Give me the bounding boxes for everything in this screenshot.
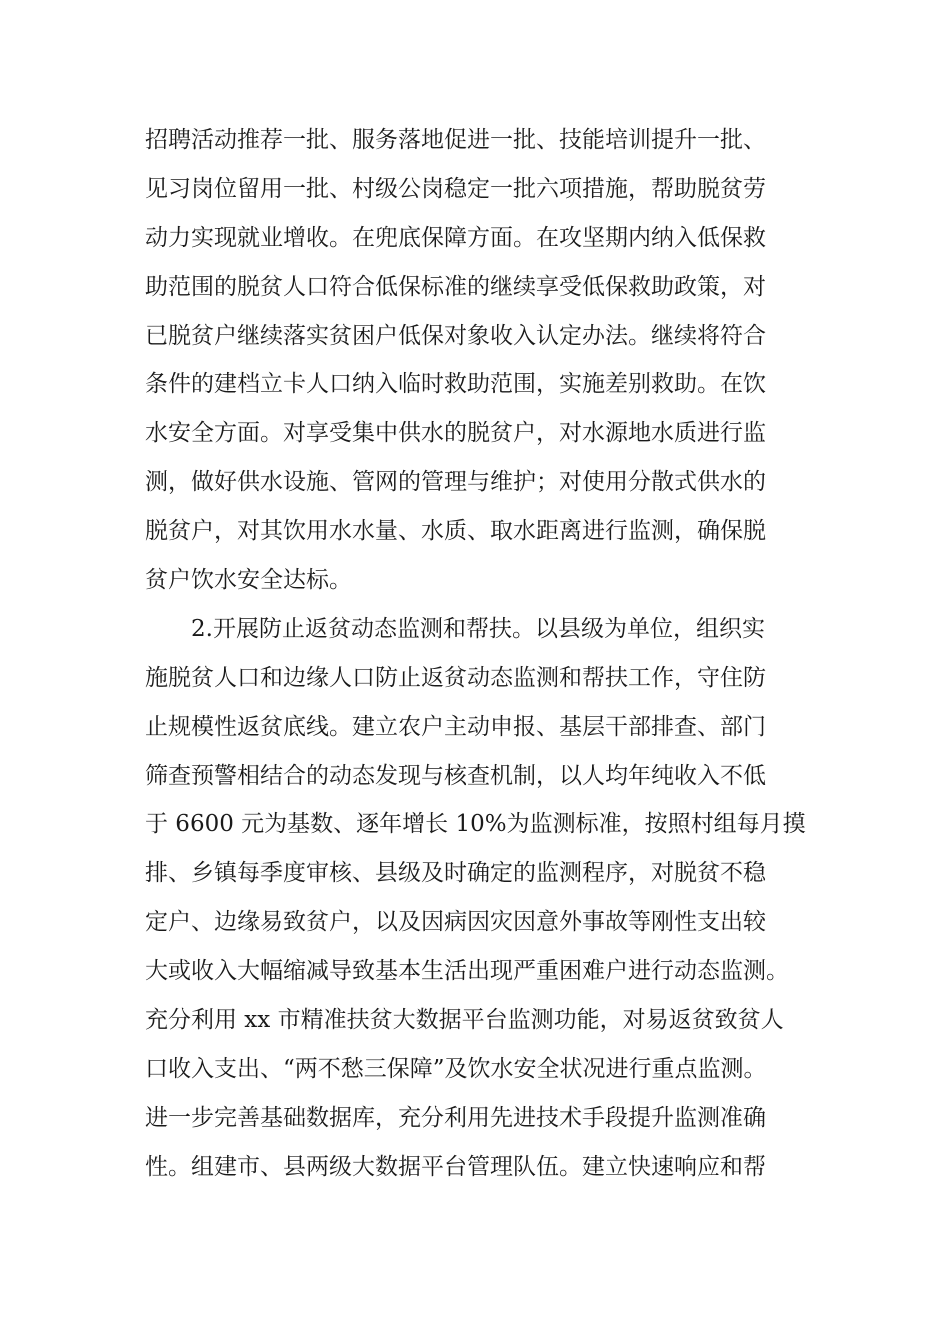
document-body (145, 116, 845, 1192)
text-line: 条件的建档立卡人口纳入临时救助范围，实施差别救助。在饮 (145, 371, 766, 398)
text-line: 止规模性返贫底线。建立农户主动申报、基层干部排查、部门 (145, 713, 766, 740)
text-line: 进一步完善基础数据库，充分利用先进技术手段提升监测准确 (145, 1104, 766, 1131)
text-line: 筛查预警相结合的动态发现与核查机制，以人均年纯收入不低 (145, 762, 766, 789)
text-line: 定户、边缘易致贫户，以及因病因灾因意外事故等刚性支出较 (145, 909, 766, 936)
text-line: 排、乡镇每季度审核、县级及时确定的监测程序，对脱贫不稳 (145, 860, 766, 887)
text-line: 见习岗位留用一批、村级公岗稳定一批六项措施，帮助脱贫劳 (145, 175, 766, 202)
text-line: 充分利用 xx 市精准扶贫大数据平台监测功能，对易返贫致贫人 (145, 1007, 784, 1034)
text-line: 动力实现就业增收。在兜底保障方面。在攻坚期内纳入低保救 (145, 224, 766, 251)
text-line: 脱贫户，对其饮用水水量、水质、取水距离进行监测，确保脱 (145, 518, 766, 545)
text-line: 助范围的脱贫人口符合低保标准的继续享受低保救助政策，对 (145, 273, 766, 300)
text-line: 性。组建市、县两级大数据平台管理队伍。建立快速响应和帮 (145, 1153, 766, 1180)
text-line: 贫户饮水安全达标。 (145, 567, 352, 594)
text-line: 口收入支出、“两不愁三保障”及饮水安全状况进行重点监测。 (145, 1055, 767, 1082)
text-line: 于 6600 元为基数、逐年增长 10%为监测标准，按照村组每月摸 (145, 811, 806, 838)
paragraph-heading-line: 2.开展防止返贫动态监测和帮扶。以县级为单位，组织实 (191, 615, 765, 642)
text-line: 已脱贫户继续落实贫困户低保对象收入认定办法。继续将符合 (145, 322, 766, 349)
text-line: 施脱贫人口和边缘人口防止返贫动态监测和帮扶工作，守住防 (145, 664, 766, 691)
text-line: 招聘活动推荐一批、服务落地促进一批、技能培训提升一批、 (145, 127, 766, 153)
text-line: 大或收入大幅缩减导致基本生活出现严重困难户进行动态监测。 (145, 958, 789, 985)
text-line: 测，做好供水设施、管网的管理与维护；对使用分散式供水的 (145, 469, 766, 496)
text-line: 水安全方面。对享受集中供水的脱贫户，对水源地水质进行监 (145, 420, 766, 447)
